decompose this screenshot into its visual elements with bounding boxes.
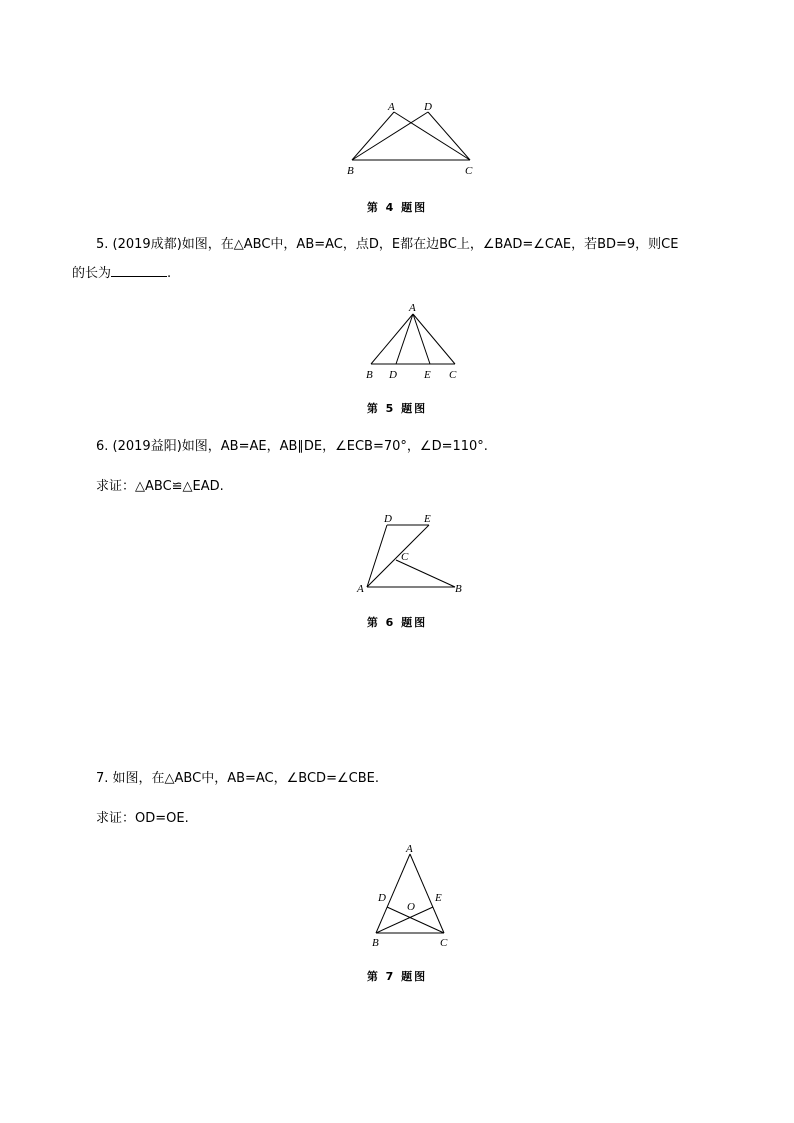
question-6-line-2: 求证：△ABC≌△EAD. [96, 479, 224, 494]
fig4-segment-db [352, 112, 428, 160]
figure-7 [0, 840, 794, 960]
fig6-segment-cb [396, 560, 455, 587]
fig5-segment-ae [413, 314, 430, 364]
fig4-label-a: A [388, 101, 395, 113]
fig5-label-d: D [389, 369, 397, 381]
figure-4 [0, 0, 794, 200]
fig7-segment-be [376, 907, 433, 933]
fig6-label-e: E [424, 513, 431, 525]
figure-7-caption: 第 7 题图 [366, 970, 428, 983]
fig6-segment-ea [367, 525, 429, 587]
figure-5-caption: 第 5 题图 [366, 402, 428, 415]
fig5-label-e: E [424, 369, 431, 381]
question-7-line-1: 7. 如图，在△ABC中，AB=AC，∠BCD=∠CBE. [96, 771, 379, 786]
fig6-label-d: D [384, 513, 392, 525]
fig6-label-c: C [401, 551, 409, 563]
question-5-line-2-prefix: 的长为 [72, 266, 112, 281]
question-5-line-2 [72, 264, 171, 283]
fig5-label-b: B [366, 369, 373, 381]
fig7-label-o: O [407, 901, 415, 913]
fig7-label-c: C [440, 937, 448, 949]
fig7-label-e: E [435, 892, 442, 904]
fig5-segment-ad [396, 314, 413, 364]
fig7-segment-bd-to-c [387, 907, 444, 933]
fig4-segment-ab [352, 112, 394, 160]
figure-6 [0, 505, 794, 605]
question-6-line-1: 6. (2019益阳)如图，AB=AE，AB∥DE，∠ECB=70°，∠D=110°. [96, 439, 488, 454]
fig5-segment-ac [413, 314, 455, 364]
figure-4-caption: 第 4 题图 [366, 201, 428, 214]
fig7-label-a: A [406, 843, 413, 855]
fig4-segment-dc [428, 112, 470, 160]
question-7-line-2: 求证：OD=OE. [96, 811, 189, 826]
fig4-label-b: B [347, 165, 354, 177]
fig5-label-c: C [449, 369, 457, 381]
fig7-label-d: D [378, 892, 386, 904]
fig5-segment-ab [371, 314, 413, 364]
question-5-line-2-suffix: . [167, 266, 172, 281]
fig5-label-a: A [409, 302, 416, 314]
answer-blank[interactable] [111, 264, 167, 277]
fig6-label-b: B [455, 583, 462, 595]
fig4-label-d: D [424, 101, 432, 113]
fig7-label-b: B [372, 937, 379, 949]
figure-5 [0, 290, 794, 390]
fig4-label-c: C [465, 165, 473, 177]
fig6-label-a: A [357, 583, 364, 595]
question-5-line-1: 5. (2019成都)如图，在△ABC中，AB=AC，点D，E都在边BC上，∠BAD=∠CAE，若BD=9，则CE [96, 237, 679, 252]
figure-6-caption: 第 6 题图 [366, 616, 428, 629]
fig4-segment-ac [394, 112, 470, 160]
